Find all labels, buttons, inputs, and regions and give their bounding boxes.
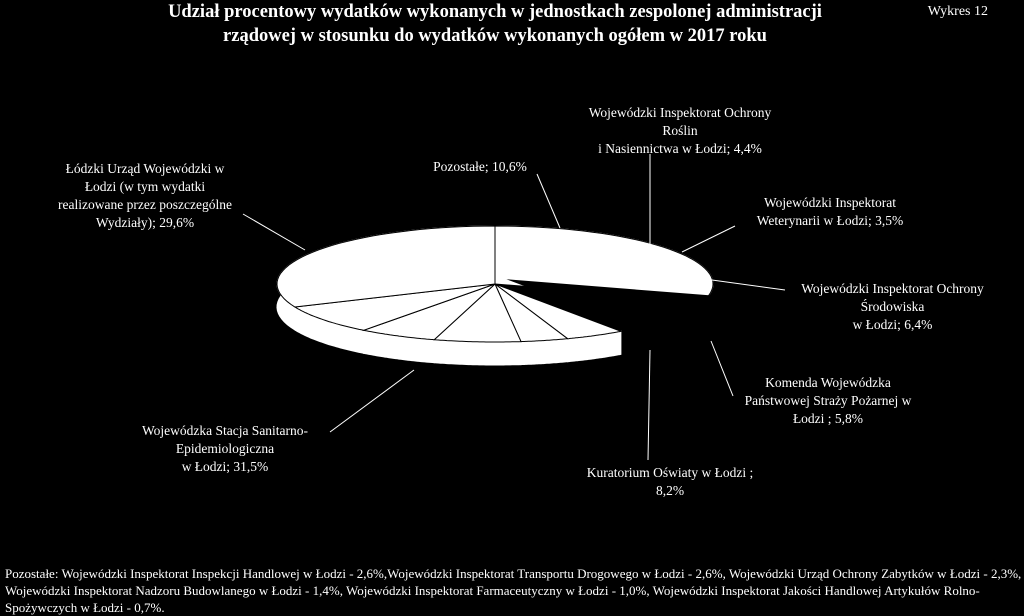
pie-slice-side-3	[521, 339, 568, 365]
slice-label-line: Wojewódzki Inspektorat	[763, 195, 896, 210]
slice-label-line: Epidemiologiczna	[175, 441, 275, 456]
slice-label-line: w Łodzi; 31,5%	[181, 459, 269, 474]
slice-label-0	[30, 160, 260, 232]
pie-slice-side-4	[434, 340, 521, 365]
footnote: Pozostałe: Wojewódzki Inspektorat Inspekcji Handlowej w Łodzi - 2,6%,Wojewódzki Inspektorat Transportu Drogowego w Łodzi - 2,6%, Wojewódzki Urząd Ochrony Zabytków w Łodzi - 2,3%, Wojewódzki Inspektorat Nadzoru Budowlanego w Łodzi - 1,4%, Wojewódzki Inspektorat Farmaceutyczny w Łodzi - 1,0%, Wojewódzki Inspektorat Jakości Handlowej Artykułów Rolno-Spożywczych w Łodzi - 0,7%.	[5, 566, 1022, 615]
slice-label-line: realizowane przez poszczególne	[58, 197, 232, 212]
leader-line-4	[712, 280, 785, 290]
slice-label-line: Pozostałe; 10,6%	[433, 159, 527, 174]
slice-label-line: Komenda Wojewódzka	[765, 375, 891, 390]
slice-label-line: Wydziały); 29,6%	[95, 215, 195, 230]
slice-label-line: Roślin	[662, 123, 698, 138]
slice-label-5	[733, 374, 923, 428]
slice-label-line: Środowiska	[860, 299, 925, 314]
chart-title-line-2: rządowej w stosunku do wydatków wykonanych ogółem w 2017 roku	[223, 26, 767, 46]
slice-label-line: Wojewódzki Inspektorat Ochrony	[801, 281, 984, 296]
leader-line-1	[537, 174, 560, 228]
leader-line-7	[330, 370, 414, 432]
slice-label-line: i Nasiennictwa w Łodzi; 4,4%	[598, 141, 762, 156]
slice-label-line: Łodzi ; 5,8%	[792, 411, 864, 426]
slice-label-3	[735, 194, 925, 230]
slice-label-4	[785, 280, 1000, 334]
chart-number: Wykres 12	[927, 4, 988, 19]
slice-label-6	[565, 464, 775, 500]
slice-label-7	[120, 422, 330, 476]
slice-label-2	[565, 104, 795, 158]
slice-label-1	[420, 158, 540, 176]
slice-label-line: w Łodzi; 6,4%	[852, 317, 933, 332]
slice-label-line: Kuratorium Oświaty w Łodzi ;	[586, 465, 754, 480]
leader-line-3	[682, 226, 735, 252]
slice-label-line: Wojewódzki Inspektorat Ochrony	[588, 105, 772, 120]
slice-label-line: Łódzki Urząd Wojewódzki w	[65, 161, 225, 176]
chart-title-line-1: Udział procentowy wydatków wykonanych w jednostkach zespolonej administracji	[168, 2, 822, 22]
slice-label-line: Państwowej Straży Pożarnej w	[744, 393, 912, 408]
slice-label-line: 8,2%	[655, 483, 685, 498]
leader-line-5	[711, 341, 733, 396]
slice-label-line: Wojewódzka Stacja Sanitarno-	[141, 423, 309, 438]
slice-label-line: Łodzi (w tym wydatki	[84, 179, 206, 194]
slice-label-line: Weterynarii w Łodzi; 3,5%	[756, 213, 904, 228]
leader-line-6	[648, 350, 650, 460]
